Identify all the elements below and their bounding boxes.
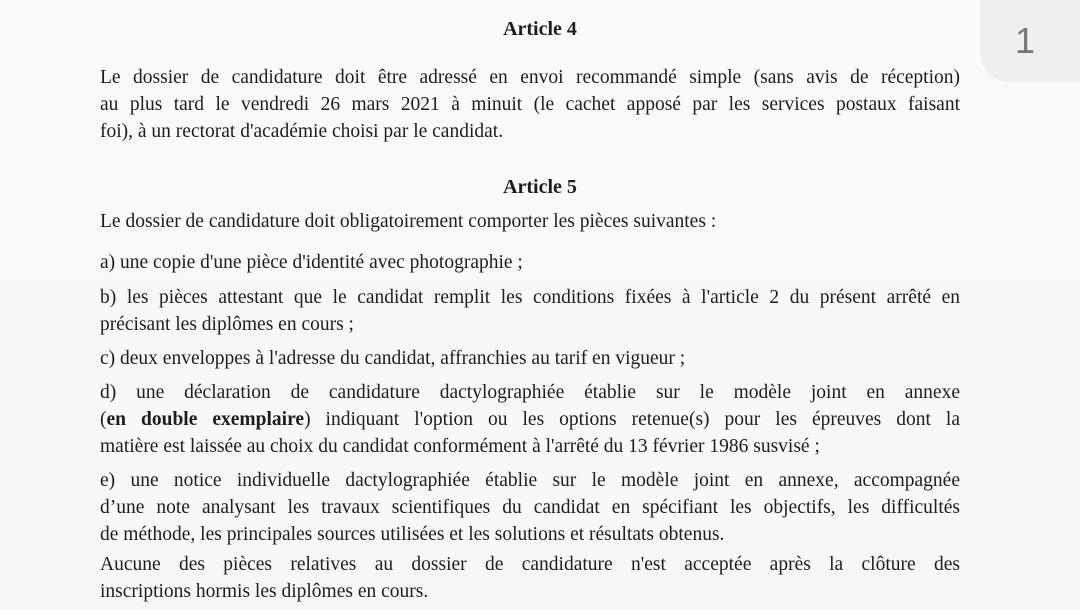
article-5-heading: Article 5 <box>503 176 577 198</box>
page-number-badge <box>980 0 1080 82</box>
item-d <box>100 379 960 460</box>
page-number: 1 <box>1014 20 1036 61</box>
text-line: e) une notice individuelle dactylographiée établie sur le modèle joint en annexe, accompagnée <box>100 470 960 491</box>
text-line: inscriptions hormis les diplômes en cours. <box>100 581 429 602</box>
item-a: a) une copie d'une pièce d'identité avec photographie ; <box>100 252 523 273</box>
text-fragment: ) indiquant l'option ou les options retenue(s) pour les épreuves dont la <box>304 409 960 430</box>
text-line: Le dossier de candidature doit être adressé en envoi recommandé simple (sans avis de réception) <box>100 67 960 88</box>
text-line: foi), à un rectorat d'académie choisi par le candidat. <box>100 121 504 142</box>
article-4-heading: Article 4 <box>503 18 577 40</box>
text-line: matière est laissée au choix du candidat conformément à l'arrêté du 13 février 1986 susvisé ; <box>100 436 820 457</box>
item-e <box>100 467 960 548</box>
text-line: précisant les diplômes en cours ; <box>100 314 354 335</box>
text-line: d) une déclaration de candidature dactylographiée établie sur le modèle joint en annexe <box>100 382 960 403</box>
closing-paragraph <box>100 551 960 605</box>
item-c: c) deux enveloppes à l'adresse du candidat, affranchies au tarif en vigueur ; <box>100 348 686 369</box>
article-4-paragraph <box>100 64 960 145</box>
text-line: b) les pièces attestant que le candidat remplit les conditions fixées à l'article 2 du présent arrêté en <box>100 287 960 308</box>
text-line: au plus tard le vendredi 26 mars 2021 à minuit (le cachet apposé par les services postaux faisant <box>100 94 960 115</box>
text-line <box>100 406 960 433</box>
text-line: Aucune des pièces relatives au dossier de candidature n'est acceptée après la clôture des <box>100 554 960 575</box>
text-line: d’une note analysant les travaux scientifiques du candidat en spécifiant les objectifs, les difficultés <box>100 497 960 518</box>
article-5-intro: Le dossier de candidature doit obligatoirement comporter les pièces suivantes : <box>100 211 717 232</box>
text-line: de méthode, les principales sources utilisées et les solutions et résultats obtenus. <box>100 524 725 545</box>
bold-emphasis: en double exemplaire <box>106 409 305 430</box>
paren-open: ( <box>100 409 107 430</box>
item-b <box>100 284 960 338</box>
